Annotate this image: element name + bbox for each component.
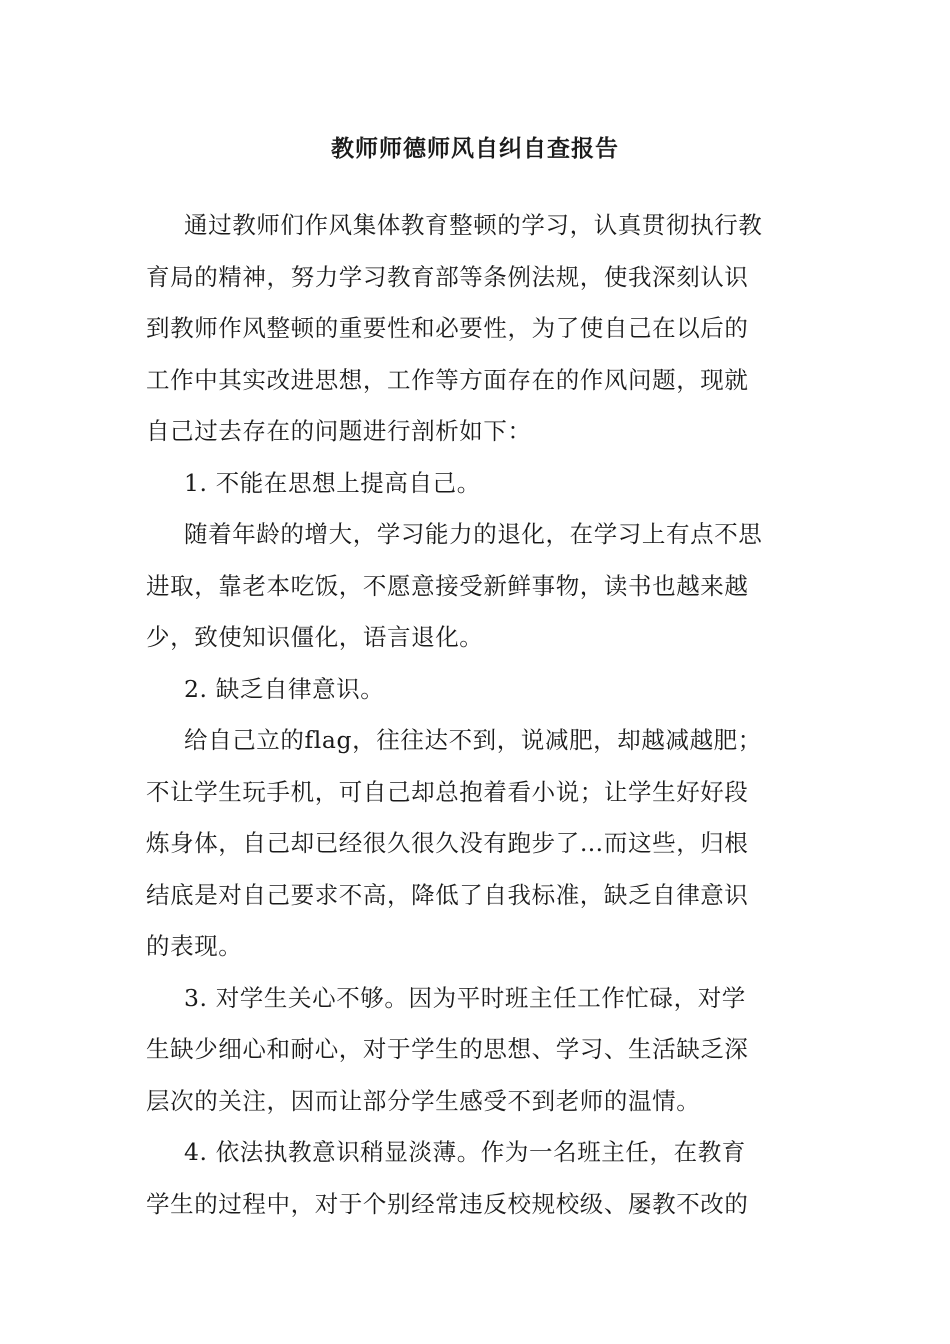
section-item-3: 3. 对学生关心不够。因为平时班主任工作忙碌，对学	[184, 983, 746, 1012]
section-item-4: 4. 依法执教意识稍显淡薄。作为一名班主任，在教育	[184, 1138, 746, 1166]
body-line: 自己过去存在的问题进行剖析如下：	[146, 417, 532, 445]
body-line: 的表现。	[146, 932, 243, 960]
body-line: 给自己立的flag，往往达不到，说减肥，却越减越肥；	[184, 726, 762, 754]
body-line: 学生的过程中，对于个别经常违反校规校级、屡教不改的	[146, 1189, 749, 1218]
body-line: 工作中其实改进思想，工作等方面存在的作风问题，现就	[146, 365, 749, 394]
body-line: 到教师作风整顿的重要性和必要性，为了使自己在以后的	[146, 314, 749, 342]
body-line: 随着年龄的增大，学习能力的退化，在学习上有点不思	[184, 520, 763, 548]
section-heading-1: 1. 不能在思想上提高自己。	[184, 468, 481, 497]
body-line: 少，致使知识僵化，语言退化。	[146, 623, 484, 651]
body-line: 炼身体，自己却已经很久很久没有跑步了…而这些，归根	[146, 829, 749, 857]
body-line: 通过教师们作风集体教育整顿的学习，认真贯彻执行教	[184, 211, 763, 239]
body-line: 生缺少细心和耐心，对于学生的思想、学习、生活缺乏深	[146, 1035, 749, 1063]
document-body	[146, 200, 806, 1230]
section-heading-2: 2. 缺乏自律意识。	[184, 674, 385, 703]
document-title: 教师师德师风自纠自查报告	[331, 135, 619, 162]
body-line: 不让学生玩手机，可自己却总抱着看小说；让学生好好段	[146, 777, 749, 806]
body-line: 育局的精神，努力学习教育部等条例法规，使我深刻认识	[146, 262, 749, 291]
body-line: 进取，靠老本吃饭，不愿意接受新鲜事物，读书也越来越	[146, 571, 749, 600]
body-line: 层次的关注，因而让部分学生感受不到老师的温情。	[146, 1086, 701, 1115]
body-line: 结底是对自己要求不高，降低了自我标准，缺乏自律意识	[146, 880, 749, 909]
